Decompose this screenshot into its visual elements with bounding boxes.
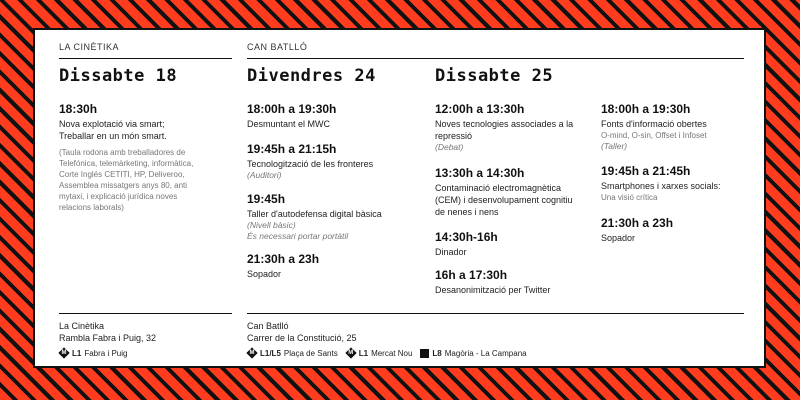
address-canbatllo	[247, 320, 744, 358]
event-title: Taller d'autodefensa digital bàsica	[247, 209, 382, 219]
description-line: mytaxi, i explicació jurídica noves	[59, 192, 178, 201]
event-title: Tecnologització de les fronteres	[247, 159, 374, 169]
description-line: relacions laborals)	[59, 203, 124, 212]
metro-info	[59, 348, 234, 358]
metro-diamond-icon	[346, 348, 356, 358]
divider-top-left	[59, 58, 232, 59]
event-fri24-3	[247, 192, 427, 242]
description-line: (Taula rodona amb treballadores de	[59, 148, 186, 157]
event-fri24-2	[247, 142, 427, 181]
transit-info	[247, 348, 744, 358]
event-title: Desanonimització per Twitter	[435, 285, 551, 295]
event-sat25-7	[601, 216, 751, 244]
event-time: 12:00h a 13:30h	[435, 102, 525, 116]
event-title: de nenes i nens	[435, 207, 499, 217]
address-cinetika	[59, 320, 234, 358]
event-time: 13:30h a 14:30h	[435, 166, 525, 180]
event-time: 18:00h a 19:30h	[601, 102, 691, 116]
event-title: Sopador	[601, 233, 636, 243]
event-time: 21:30h a 23h	[247, 252, 320, 266]
description-line: Telefónica, telemàrketing, informàtica,	[59, 159, 194, 168]
event-title: (CEM) i desenvolupament cognitiu	[435, 195, 573, 205]
event-title: repressió	[435, 131, 473, 141]
address-name: Can Batlló	[247, 321, 289, 331]
divider-bottom-right	[247, 313, 744, 314]
event-time: 19:45h	[247, 192, 286, 206]
description-line: Assemblea missatgers anys 80, anti	[59, 181, 188, 190]
address-street: Rambla Fabra i Puig, 32	[59, 333, 157, 343]
event-time: 18:30h	[59, 102, 98, 116]
address-street: Carrer de la Constitució, 25	[247, 333, 357, 343]
event-time: 19:45h a 21:45h	[601, 164, 691, 178]
venue-tag-cinetika: LA CINÈTIKA	[59, 42, 120, 52]
metro-line: L1	[72, 348, 82, 358]
event-time: 18:00h a 19:30h	[247, 102, 337, 116]
event-note: (Nivell bàsic)	[247, 220, 296, 230]
event-description	[59, 147, 234, 213]
event-note: És necessari portar portàtil	[247, 231, 349, 241]
event-time: 21:30h a 23h	[601, 216, 674, 230]
event-sat25-1	[435, 102, 595, 153]
metro-diamond-icon	[247, 348, 257, 358]
metro-stop: Mercat Nou	[371, 348, 413, 358]
event-sat25-5	[601, 102, 751, 152]
event-sat25-3	[435, 230, 595, 258]
fgc-stop: Magòria - La Campana	[444, 348, 527, 358]
metro-line: L1	[358, 348, 369, 358]
day-header-sat18: Dissabte 18	[59, 66, 178, 86]
event-title: Desmuntant el MWC	[247, 119, 331, 129]
metro-stop: Fabra i Puig	[84, 348, 128, 358]
event-title: Sopador	[247, 269, 282, 279]
day-header-fri24: Divendres 24	[247, 66, 376, 86]
event-sat18	[59, 102, 234, 213]
event-sat25-4	[435, 268, 595, 296]
metro-stop: Plaça de Sants	[283, 348, 338, 358]
event-note: (Taller)	[601, 141, 628, 151]
fgc-line: L8	[432, 348, 442, 358]
event-title: Contaminació electromagnètica	[435, 183, 562, 193]
event-description: Una visió crítica	[601, 193, 658, 202]
event-note: (Auditori)	[247, 170, 282, 180]
day-header-sat25: Dissabte 25	[435, 66, 554, 86]
event-title-line: Treballar en un món smart.	[59, 131, 167, 141]
event-title: Smartphones i xarxes socials:	[601, 181, 721, 191]
divider-top-right	[247, 58, 744, 59]
event-time: 16h a 17:30h	[435, 268, 508, 282]
event-fri24-4	[247, 252, 427, 280]
event-description: O-mind, O-sin, Offset i Infoset	[601, 131, 707, 140]
description-line: Corte Inglés CETITI, HP, Deliveroo,	[59, 170, 185, 179]
event-sat25-6	[601, 164, 751, 203]
event-title: Noves tecnologies associades a la	[435, 119, 574, 129]
event-time: 14:30h-16h	[435, 230, 498, 244]
program-panel	[33, 28, 766, 368]
event-title: Dinador	[435, 247, 467, 257]
event-title-line: Nova explotació via smart;	[59, 119, 165, 129]
event-title: Fonts d'informació obertes	[601, 119, 707, 129]
venue-tag-canbatllo: CAN BATLLÓ	[247, 42, 308, 52]
metro-diamond-icon	[59, 348, 69, 358]
event-sat25-2	[435, 166, 595, 218]
event-fri24-1	[247, 102, 427, 130]
metro-line: L1/L5	[260, 348, 281, 358]
event-time: 19:45h a 21:15h	[247, 142, 337, 156]
event-note: (Debat)	[435, 142, 464, 152]
divider-bottom-left	[59, 313, 232, 314]
address-name: La Cinètika	[59, 321, 105, 331]
fgc-square-icon	[420, 349, 429, 358]
